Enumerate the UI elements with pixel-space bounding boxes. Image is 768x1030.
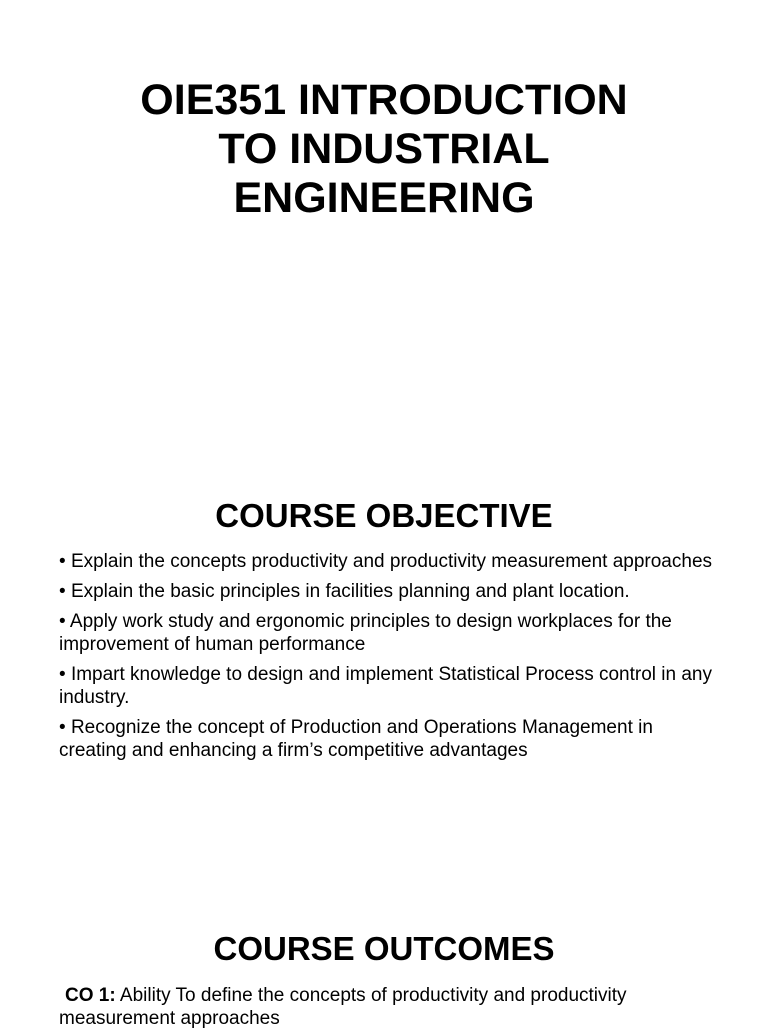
objective-item [59, 716, 719, 762]
objective-text: Impart knowledge to design and implement Statistical Process control in any industry. [59, 664, 712, 708]
outcome-code: CO 1: [65, 985, 116, 1006]
outcome-text: Ability To define the concepts of productivity and productivity measurement approaches [59, 985, 627, 1029]
title-line-2: TO INDUSTRIAL [218, 125, 550, 173]
title-line-3: ENGINEERING [233, 174, 535, 222]
objective-text: Apply work study and ergonomic principles to design workplaces for the improvement of human performance [59, 611, 672, 655]
course-objective-list [59, 550, 719, 769]
course-outcomes-heading: COURSE OUTCOMES [213, 930, 555, 967]
outcome-item [59, 984, 719, 1030]
bullet: • [59, 551, 66, 572]
objective-item [59, 550, 719, 573]
bullet: • [59, 664, 66, 685]
bullet: • [59, 611, 66, 632]
objective-text: Explain the concepts productivity and productivity measurement approaches [70, 551, 713, 572]
bullet: • [59, 581, 66, 602]
objective-item [59, 580, 719, 603]
objective-item [59, 610, 719, 656]
title-line-1: OIE351 INTRODUCTION [140, 76, 628, 124]
bullet: • [59, 717, 66, 738]
slide-title [0, 76, 768, 223]
objective-text: Recognize the concept of Production and Operations Management in creating and enhancing a firm’s competitive advantages [59, 717, 653, 761]
course-objective-heading: COURSE OBJECTIVE [215, 497, 553, 534]
objective-item [59, 663, 719, 709]
objective-text: Explain the basic principles in facilities planning and plant location. [70, 581, 630, 602]
